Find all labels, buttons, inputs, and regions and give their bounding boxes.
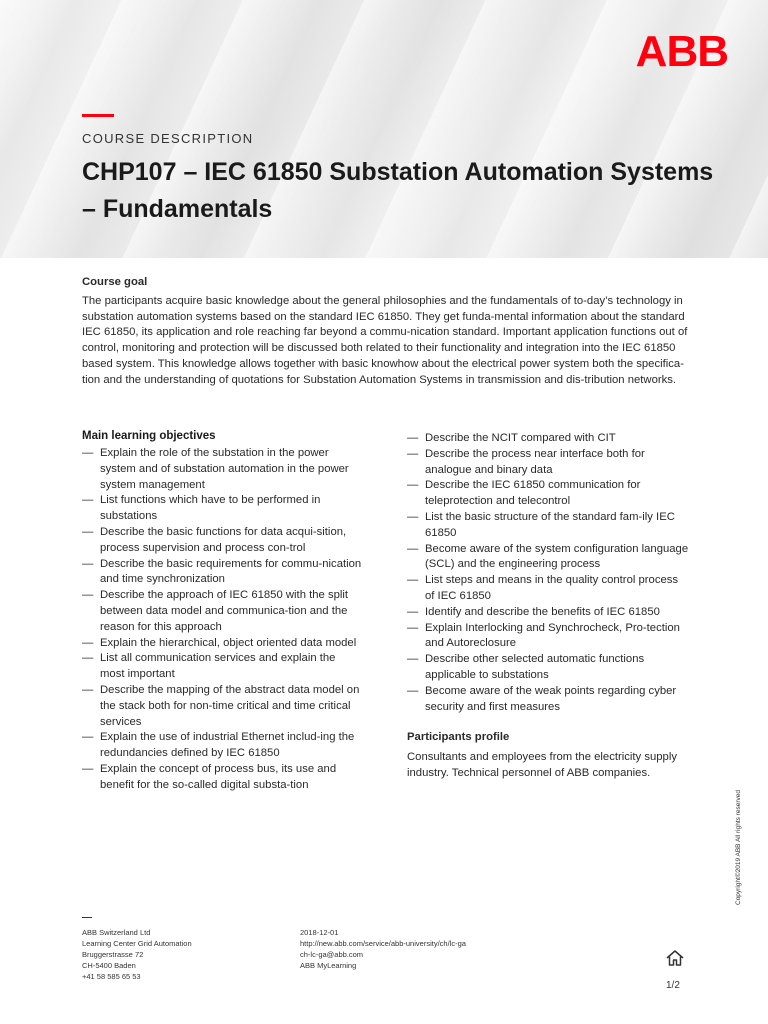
footer-date: 2018-12-01 bbox=[300, 928, 339, 937]
objective-text: Describe the mapping of the abstract data model on the stack both for non-time critical and time critical services bbox=[100, 683, 360, 728]
footer-city: CH-5400 Baden bbox=[82, 961, 136, 970]
objective-item bbox=[82, 651, 362, 683]
objective-text: List the basic structure of the standard fam-ily IEC 61850 bbox=[425, 510, 675, 539]
objective-text: List steps and means in the quality control process of IEC 61850 bbox=[425, 574, 679, 602]
objective-item bbox=[82, 493, 362, 525]
objective-text: Describe other selected automatic functions applicable to substations bbox=[425, 653, 645, 681]
objective-text: Describe the IEC 61850 communication for teleprotection and telecontrol bbox=[425, 479, 641, 508]
objective-item bbox=[82, 636, 362, 652]
dash-bullet: — bbox=[82, 652, 94, 665]
objectives-heading: Main learning objectives bbox=[82, 430, 216, 442]
objective-item bbox=[407, 447, 689, 479]
objective-text: Explain the role of the substation in the power system and of substation automation in the power system management bbox=[100, 447, 349, 491]
objectives-list-right bbox=[407, 431, 689, 715]
objective-item bbox=[407, 573, 689, 605]
objective-text: Become aware of the weak points regarding cyber security and first measures bbox=[425, 684, 677, 713]
page-number: 1/2 bbox=[666, 980, 680, 991]
footer-phone: +41 58 585 65 53 bbox=[82, 972, 141, 981]
footer-url-link[interactable]: http://new.abb.com/service/abb-university/ch/lc-ga bbox=[300, 939, 466, 948]
dash-bullet: — bbox=[82, 494, 94, 507]
dash-bullet: — bbox=[407, 605, 419, 618]
objective-text: List functions which have to be performed in substations bbox=[100, 494, 321, 523]
objective-item bbox=[407, 621, 689, 653]
footer-platform: ABB MyLearning bbox=[300, 961, 357, 970]
dash-bullet: — bbox=[82, 731, 94, 744]
objective-item bbox=[82, 683, 362, 730]
dash-bullet: — bbox=[82, 525, 94, 538]
objective-item bbox=[407, 510, 689, 542]
dash-bullet: — bbox=[407, 447, 419, 460]
objective-text: Describe the basic requirements for commu-nication and time synchronization bbox=[100, 557, 362, 586]
copyright-notice: Copyright©2019 ABB All rights reserved bbox=[735, 790, 742, 905]
course-goal-heading: Course goal bbox=[82, 276, 148, 288]
objective-item bbox=[82, 557, 362, 589]
objective-item bbox=[82, 588, 362, 635]
objective-text: List all communication services and explain the most important bbox=[100, 652, 336, 681]
footer-center: Learning Center Grid Automation bbox=[82, 939, 192, 948]
objective-text: Describe the process near interface both for analogue and binary data bbox=[425, 447, 645, 476]
objective-item bbox=[407, 542, 689, 574]
participants-heading: Participants profile bbox=[407, 731, 510, 744]
dash-bullet: — bbox=[82, 557, 94, 570]
course-title: CHP107 – IEC 61850 Substation Automation Systems – Fundamentals bbox=[82, 158, 714, 223]
dash-bullet: — bbox=[407, 542, 419, 555]
objectives-list-left bbox=[82, 446, 362, 794]
dash-bullet: — bbox=[82, 762, 94, 775]
footer-email-link[interactable]: ch-lc-ga@abb.com bbox=[300, 950, 364, 959]
dash-bullet: — bbox=[407, 479, 419, 492]
objective-text: Describe the basic functions for data acqui-sition, process supervision and process con-trol bbox=[100, 525, 347, 554]
objective-text: Become aware of the system configuration language (SCL) and the engineering process bbox=[425, 542, 689, 571]
participants-section bbox=[407, 730, 689, 781]
objective-item bbox=[407, 431, 689, 447]
dash-bullet: — bbox=[407, 432, 419, 444]
objectives-right-column bbox=[407, 431, 689, 782]
dash-bullet: — bbox=[82, 636, 94, 649]
objective-text: Explain Interlocking and Synchrocheck, Pro-tection and Autoreclosure bbox=[425, 621, 680, 650]
accent-bar bbox=[82, 114, 114, 117]
dash-bullet: — bbox=[82, 589, 94, 602]
header-banner bbox=[0, 0, 768, 258]
footer-address bbox=[82, 927, 192, 982]
home-icon[interactable] bbox=[665, 948, 685, 968]
course-goal-section bbox=[82, 272, 688, 389]
objective-text: Explain the concept of process bus, its use and benefit for the so-called digital substa-tion bbox=[100, 762, 337, 791]
objective-text: Explain the hierarchical, object oriented data model bbox=[100, 636, 357, 649]
footer-contact bbox=[300, 927, 466, 971]
dash-bullet: — bbox=[407, 510, 419, 523]
course-goal-text: The participants acquire basic knowledge about the general philosophies and the fundamentals of to-day’s technology in substation automation systems based on the standard IEC 61850. They get funda-mental information about the standard IEC 61850, its application and role reaching far beyond a commu-nication standard. Important application functions out of control, monitoring and protection will be discussed both related to their functionality and integration into the IEC 61850 based system. This knowledge allows together with basic knowhow about the electrical power system both the specifica-tion and the understanding of quotations for Substation Automation Systems in transmission and dis-tribution networks. bbox=[82, 294, 688, 386]
objective-item bbox=[82, 762, 362, 794]
document-type-label: COURSE DESCRIPTION bbox=[82, 131, 254, 146]
participants-text: Consultants and employees from the electricity supply industry. Technical personnel of ABB companies. bbox=[407, 751, 678, 779]
objective-item bbox=[407, 605, 689, 621]
objective-item bbox=[82, 446, 362, 493]
objective-text: Describe the NCIT compared with CIT bbox=[425, 432, 616, 444]
dash-bullet: — bbox=[407, 574, 419, 587]
footer-rule bbox=[82, 917, 92, 918]
objective-text: Describe the approach of IEC 61850 with the split between data model and communica-tion and the reason for this approach bbox=[100, 589, 349, 633]
objective-item bbox=[407, 478, 689, 510]
footer-company: ABB Switzerland Ltd bbox=[82, 928, 151, 937]
footer-street: Bruggerstrasse 72 bbox=[82, 950, 144, 959]
objective-item bbox=[82, 525, 362, 557]
dash-bullet: — bbox=[407, 653, 419, 666]
objective-item bbox=[82, 730, 362, 762]
dash-bullet: — bbox=[82, 447, 94, 459]
objective-item bbox=[407, 652, 689, 684]
dash-bullet: — bbox=[407, 621, 419, 634]
abb-logo: ABB bbox=[635, 27, 728, 76]
objective-text: Explain the use of industrial Ethernet includ-ing the redundancies defined by IEC 61850 bbox=[100, 731, 355, 760]
objective-text: Identify and describe the benefits of IEC 61850 bbox=[425, 605, 660, 618]
objectives-left-column bbox=[82, 430, 362, 794]
dash-bullet: — bbox=[407, 684, 419, 697]
dash-bullet: — bbox=[82, 683, 94, 696]
objective-item bbox=[407, 684, 689, 716]
